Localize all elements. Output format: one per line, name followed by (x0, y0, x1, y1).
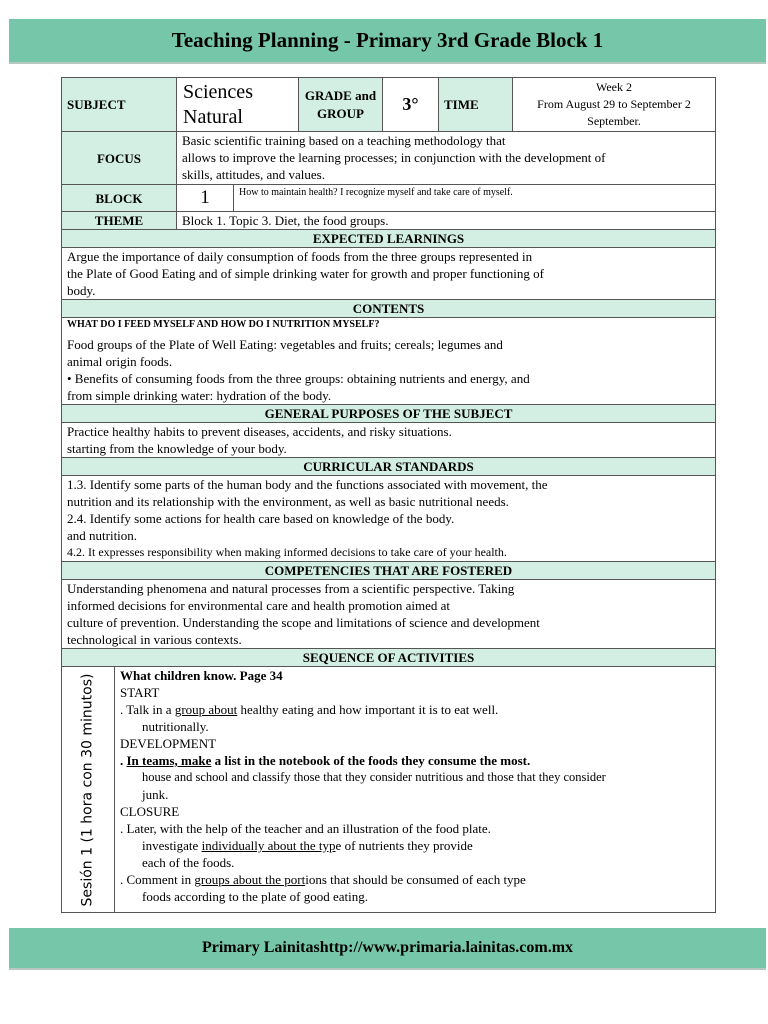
expected-heading: EXPECTED LEARNINGS (62, 230, 716, 248)
grade-label: GRADE and GROUP (299, 78, 383, 132)
purposes-heading: GENERAL PURPOSES OF THE SUBJECT (62, 405, 716, 423)
competencies-heading: COMPETENCIES THAT ARE FOSTERED (62, 562, 716, 580)
block-cell (177, 185, 716, 212)
standards-row (62, 476, 716, 562)
expected-row (62, 248, 716, 300)
closure-activity-1: . Later, with the help of the teacher and an illustration of the food plate. (120, 821, 491, 836)
competencies-header-row (62, 562, 716, 580)
grade-value: 3° (383, 78, 439, 132)
session-label: Sesión 1 (1 hora con 30 minutos) (79, 673, 96, 906)
footer-banner (9, 928, 766, 970)
subject-label: SUBJECT (62, 78, 177, 132)
standards-header-row (62, 458, 716, 476)
sequence-header-row (62, 649, 716, 667)
contents-heading: CONTENTS (62, 300, 716, 318)
start-activity: . Talk in a group about healthy eating and how important it is to eat well. (120, 702, 499, 717)
sequence-heading: SEQUENCE OF ACTIVITIES (62, 649, 716, 667)
standards-heading: CURRICULAR STANDARDS (62, 458, 716, 476)
activity-heading: What children know. Page 34 (120, 668, 283, 683)
contents-header-row (62, 300, 716, 318)
header-banner (9, 19, 766, 64)
theme-row (62, 212, 716, 230)
block-label: BLOCK (62, 185, 177, 212)
closure-label: CLOSURE (120, 804, 180, 819)
theme-value: Block 1. Topic 3. Diet, the food groups. (177, 212, 716, 230)
closure-activity-2: investigate individually about the type of nutrients they provide (142, 838, 473, 853)
session-row (62, 667, 716, 913)
subject-row (62, 78, 716, 132)
purposes-header-row (62, 405, 716, 423)
contents-question: WHAT DO I FEED MYSELF AND HOW DO I NUTRITION MYSELF? (67, 319, 380, 330)
planning-table (61, 77, 716, 913)
block-title: How to maintain health? I recognize myself and take care of myself. (239, 187, 513, 198)
expected-header-row (62, 230, 716, 248)
block-row (62, 185, 716, 212)
expected-text: Argue the importance of daily consumption of foods from the three groups represented in the Plate of Good Eating and of simple drinking water for growth and proper functioning of body. (62, 248, 716, 300)
time-label: TIME (439, 78, 513, 132)
page-title: Teaching Planning - Primary 3rd Grade Block 1 (171, 28, 604, 52)
purposes-text: Practice healthy habits to prevent diseases, accidents, and risky situations. starting from the knowledge of your body. (62, 423, 716, 458)
time-value: Week 2 From August 29 to September 2 September. (513, 78, 716, 132)
contents-row (62, 318, 716, 405)
subject-value: Sciences Natural (177, 78, 299, 132)
standards-text: 1.3. Identify some parts of the human body and the functions associated with movement, the nutrition and its relationship with the environment, as well as basic nutritional needs. 2.4. Identify some actions for health care based on knowledge of the body. and nutrition. 4.2. It expresses responsibility when making informed decisions to take care of your health. (62, 476, 716, 562)
session-activities: What children know. Page 34 START . Talk in a group about healthy eating and how important it is to eat well. nutritionally. DEVELOPMENT . In teams, make a list in the notebook of the foods they consume the most. house and school and classify those that they consider nutritious and those that they consider junk. CLOSURE . Later, with the help of the teacher and an illustration of the food plate. investigate individually about the type of nutrients they provide each of the foods. . Comment in groups about the portions that should be consumed of each type foods according to the plate of good eating. (115, 667, 716, 913)
block-value: 1 (177, 185, 234, 211)
theme-label: THEME (62, 212, 177, 230)
footer-text: Primary Lainitashttp://www.primaria.lainitas.com.mx (201, 939, 574, 956)
competencies-row (62, 580, 716, 649)
focus-text: Basic scientific training based on a teaching methodology that allows to improve the learning processes; in conjunction with the development of skills, attitudes, and values. (177, 132, 716, 185)
session-label-cell (62, 667, 115, 913)
focus-label: FOCUS (62, 132, 177, 185)
development-activity: . In teams, make a list in the notebook of the foods they consume the most. (120, 753, 531, 768)
start-label: START (120, 685, 160, 700)
purposes-row (62, 423, 716, 458)
development-label: DEVELOPMENT (120, 736, 217, 751)
focus-row (62, 132, 716, 185)
contents-text: WHAT DO I FEED MYSELF AND HOW DO I NUTRITION MYSELF? Food groups of the Plate of Well Eating: vegetables and fruits; cereals; legumes and animal origin foods. • Benefits of consuming foods from the three groups: obtaining nutrients and energy, and from simple drinking water: hydration of the body. (62, 318, 716, 405)
competencies-text: Understanding phenomena and natural processes from a scientific perspective. Taking informed decisions for environmental care and health promotion aimed at culture of prevention. Understanding the scope and limitations of science and development technological in various contexts. (62, 580, 716, 649)
closure-activity-3: . Comment in groups about the portions that should be consumed of each type (120, 872, 526, 887)
